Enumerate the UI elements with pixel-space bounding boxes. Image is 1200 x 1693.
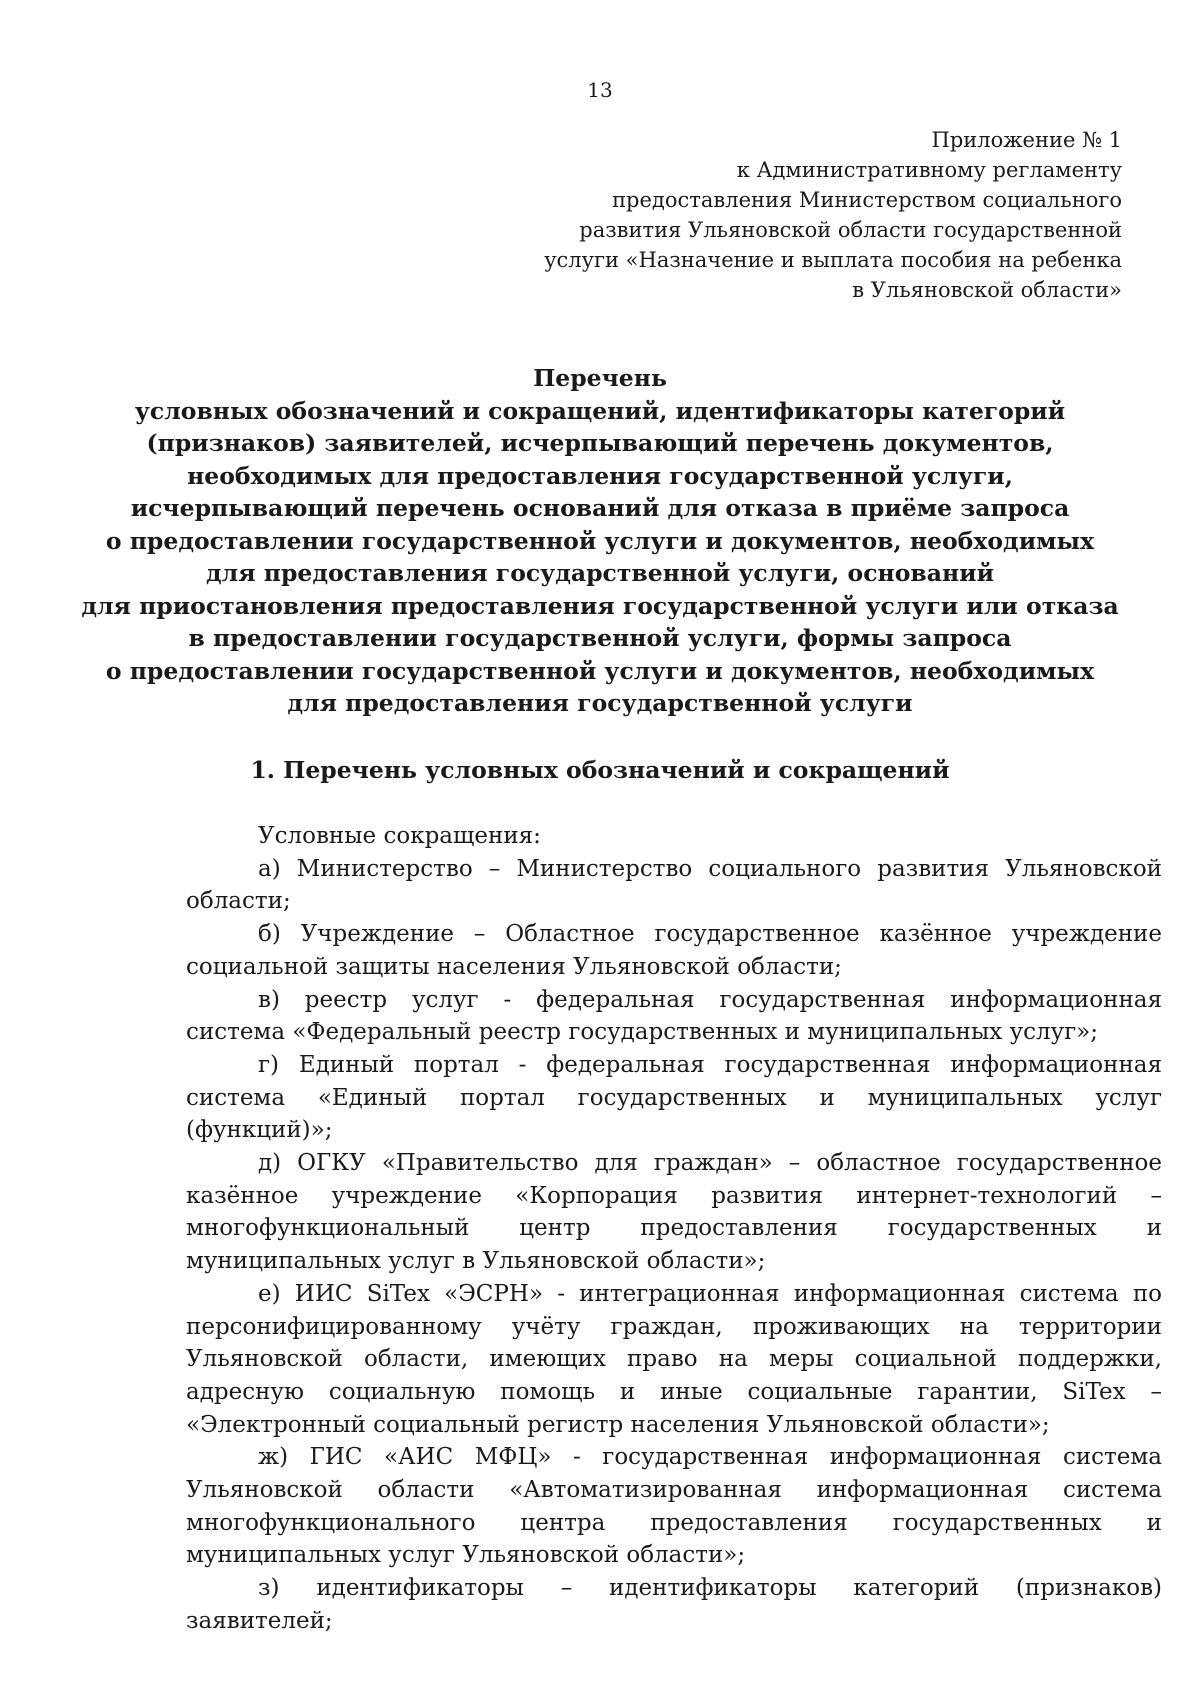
title-line: для предоставления государственной услуги, оснований [205,559,995,587]
list-item: б) Учреждение – Областное государственное казённое учреждение социальной защиты населения Ульяновской области; [186,921,1162,980]
document-title [0,362,1200,720]
list-item: д) ОГКУ «Правительство для граждан» – областное государственное казённое учреждение «Корпорация развития интернет-технологий – многофункциональный центр предоставления государственных и муниципальных услуг в Ульяновской области»; [186,1150,1162,1275]
title-line: исчерпывающий перечень оснований для отказа в приёме запроса [130,494,1070,522]
list-item: г) Единый портал - федеральная государственная информационная система «Единый портал государственных и муниципальных услуг (функций)»; [186,1051,1162,1144]
appendix-header [402,125,1122,305]
list-item: а) Министерство – Министерство социального развития Ульяновской области; [186,855,1162,915]
list-item: в) реестр услуг - федеральная государственная информационная система «Федеральный реестр государственных и муниципальных услуг»; [186,986,1162,1046]
list-item: е) ИИС SiTex «ЭСРН» - интеграционная информационная система по персонифицированному учёту граждан, проживающих на территории Ульяновской области, имеющих право на меры социальной поддержки, адресную социальную помощь и иные социальные гарантии, SiTex – «Электронный социальный регистр населения Ульяновской области»; [186,1280,1162,1438]
title-line: (признаков) заявителей, исчерпывающий перечень документов, [146,429,1054,457]
appendix-line: развития Ульяновской области государственной [579,218,1122,242]
appendix-line: в Ульяновской области» [852,278,1122,302]
title-line: необходимых для предоставления государственной услуги, [187,461,1013,490]
section-body [186,820,1162,1638]
appendix-line: к Административному регламенту [736,158,1122,182]
title-line: Перечень [533,364,667,392]
title-line: о предоставлении государственной услуги и документов, необходимых [105,656,1095,685]
appendix-line: предоставления Министерством социального [612,188,1122,212]
appendix-line: Приложение № 1 [931,128,1122,152]
section-intro: Условные сокращения: [258,823,541,849]
appendix-line: услуги «Назначение и выплата пособия на ребенка [544,248,1122,272]
section-heading: 1. Перечень условных обозначений и сокращений [250,756,950,784]
title-line: для предоставления государственной услуги [287,689,913,717]
page-number: 13 [587,78,613,102]
title-line: условных обозначений и сокращений, идентификаторы категорий [134,396,1066,425]
list-item: ж) ГИС «АИС МФЦ» - государственная информационная система Ульяновской области «Автоматизированная информационная система многофункционального центра предоставления государственных и муниципальных услуг Ульяновской области»; [186,1444,1162,1569]
list-item: з) идентификаторы – идентификаторы категорий (признаков) заявителей; [186,1575,1162,1634]
title-line: в предоставлении государственной услуги, формы запроса [188,624,1012,652]
title-line: о предоставлении государственной услуги и документов, необходимых [105,526,1095,555]
title-line: для приостановления предоставления государственной услуги или отказа [81,591,1119,620]
